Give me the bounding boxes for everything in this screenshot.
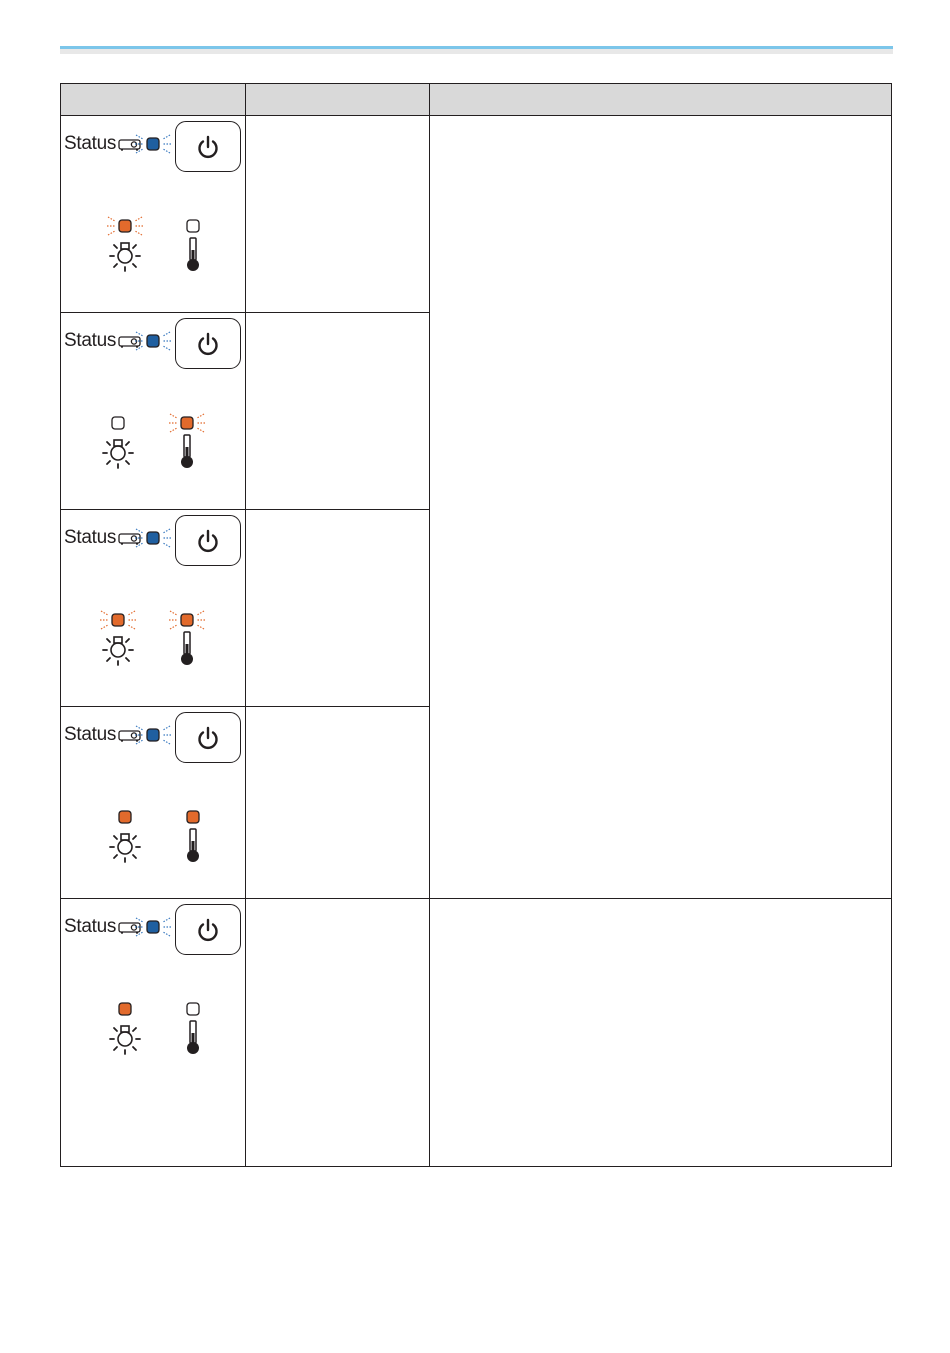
status-indicator-label: Status [64,133,117,154]
lamp-icon-wrap [107,238,143,276]
status-cell [246,116,430,313]
blink-ray [128,611,135,615]
status-led-icon [134,526,172,550]
blink-ray [135,231,142,235]
blink-ray [136,332,143,336]
blink-ray [136,726,143,730]
status-indicator-label: Status [64,724,117,745]
blink-ray [170,625,177,629]
blink-ray [136,543,143,547]
thermometer-icon [177,630,197,666]
blink-ray [163,529,170,533]
remedy-cell [430,899,892,1167]
thermometer-icon-wrap [183,827,203,867]
status-cell [246,707,430,899]
blink-ray [136,918,143,922]
power-icon [195,331,221,357]
temp-led-icon [174,997,212,1021]
thermometer-icon-wrap [177,433,197,473]
blink-ray [128,625,135,629]
blink-ray [163,346,170,350]
blink-ray [163,332,170,336]
indicator-cell [61,510,246,707]
blink-ray [136,149,143,153]
status-led-icon [134,723,172,747]
blink-ray [170,611,177,615]
blink-ray [170,414,177,418]
power-button [175,515,241,566]
power-button [175,904,241,955]
column-header-status [246,84,430,116]
lamp-icon [100,435,136,469]
power-icon [195,528,221,554]
status-led-icon [134,329,172,353]
blink-ray [135,217,142,221]
lamp-icon-wrap [107,829,143,867]
indicator-panel [61,899,245,1089]
table-header-row [61,84,892,116]
lamp-icon-wrap [107,1021,143,1059]
status-indicator-label: Status [64,330,117,351]
lamp-led-icon [99,608,137,632]
indicator-cell [61,707,246,899]
blink-ray [136,346,143,350]
thermometer-icon-wrap [183,1019,203,1059]
lamp-icon-wrap [100,632,136,670]
blink-ray [163,543,170,547]
status-led [134,132,172,160]
status-led-icon [134,915,172,939]
indicator-panel [61,510,245,700]
column-header-indicator [61,84,246,116]
status-led [134,915,172,943]
temp-led-icon [174,805,212,829]
table-row [61,899,892,1167]
blink-ray [197,611,204,615]
status-led [134,329,172,357]
blink-ray [163,918,170,922]
lamp-led-icon [99,411,137,435]
thermometer-icon [183,827,203,863]
status-cell [246,899,430,1167]
blink-ray [163,149,170,153]
header-rule-shadow [60,49,893,54]
indicator-panel [61,707,245,897]
indicator-cell [61,116,246,313]
blink-ray [136,135,143,139]
power-button [175,121,241,172]
lamp-icon [100,632,136,666]
lamp-icon [107,1021,143,1055]
blink-ray [197,414,204,418]
blink-ray [197,428,204,432]
status-indicator-label: Status [64,916,117,937]
status-led-icon [134,132,172,156]
blink-ray [163,740,170,744]
blink-ray [170,428,177,432]
lamp-icon [107,238,143,272]
thermometer-icon [183,236,203,272]
indicator-panel [61,116,245,306]
thermometer-icon-wrap [177,630,197,670]
power-icon [195,725,221,751]
thermometer-icon [183,1019,203,1055]
temp-led-icon [174,214,212,238]
status-cell [246,313,430,510]
temp-led-icon [168,411,206,435]
temp-led-icon [168,608,206,632]
blink-ray [163,932,170,936]
lamp-led-icon [106,805,144,829]
lamp-led-icon [106,997,144,1021]
status-led [134,526,172,554]
blink-ray [163,726,170,730]
blink-ray [197,625,204,629]
blink-ray [108,217,115,221]
thermometer-icon [177,433,197,469]
blink-ray [136,740,143,744]
blink-ray [136,932,143,936]
thermometer-icon-wrap [183,236,203,276]
blink-ray [108,231,115,235]
status-led [134,723,172,751]
indicator-status-table [60,83,892,1167]
blink-ray [101,611,108,615]
lamp-led-icon [106,214,144,238]
lamp-icon [107,829,143,863]
blink-ray [136,529,143,533]
blink-ray [101,625,108,629]
table-row [61,116,892,313]
power-button [175,712,241,763]
indicator-cell [61,899,246,1167]
power-icon [195,917,221,943]
indicator-cell [61,313,246,510]
remedy-cell [430,116,892,899]
status-indicator-label: Status [64,527,117,548]
blink-ray [163,135,170,139]
status-cell [246,510,430,707]
indicator-panel [61,313,245,503]
power-icon [195,134,221,160]
column-header-remedy [430,84,892,116]
power-button [175,318,241,369]
lamp-icon-wrap [100,435,136,473]
